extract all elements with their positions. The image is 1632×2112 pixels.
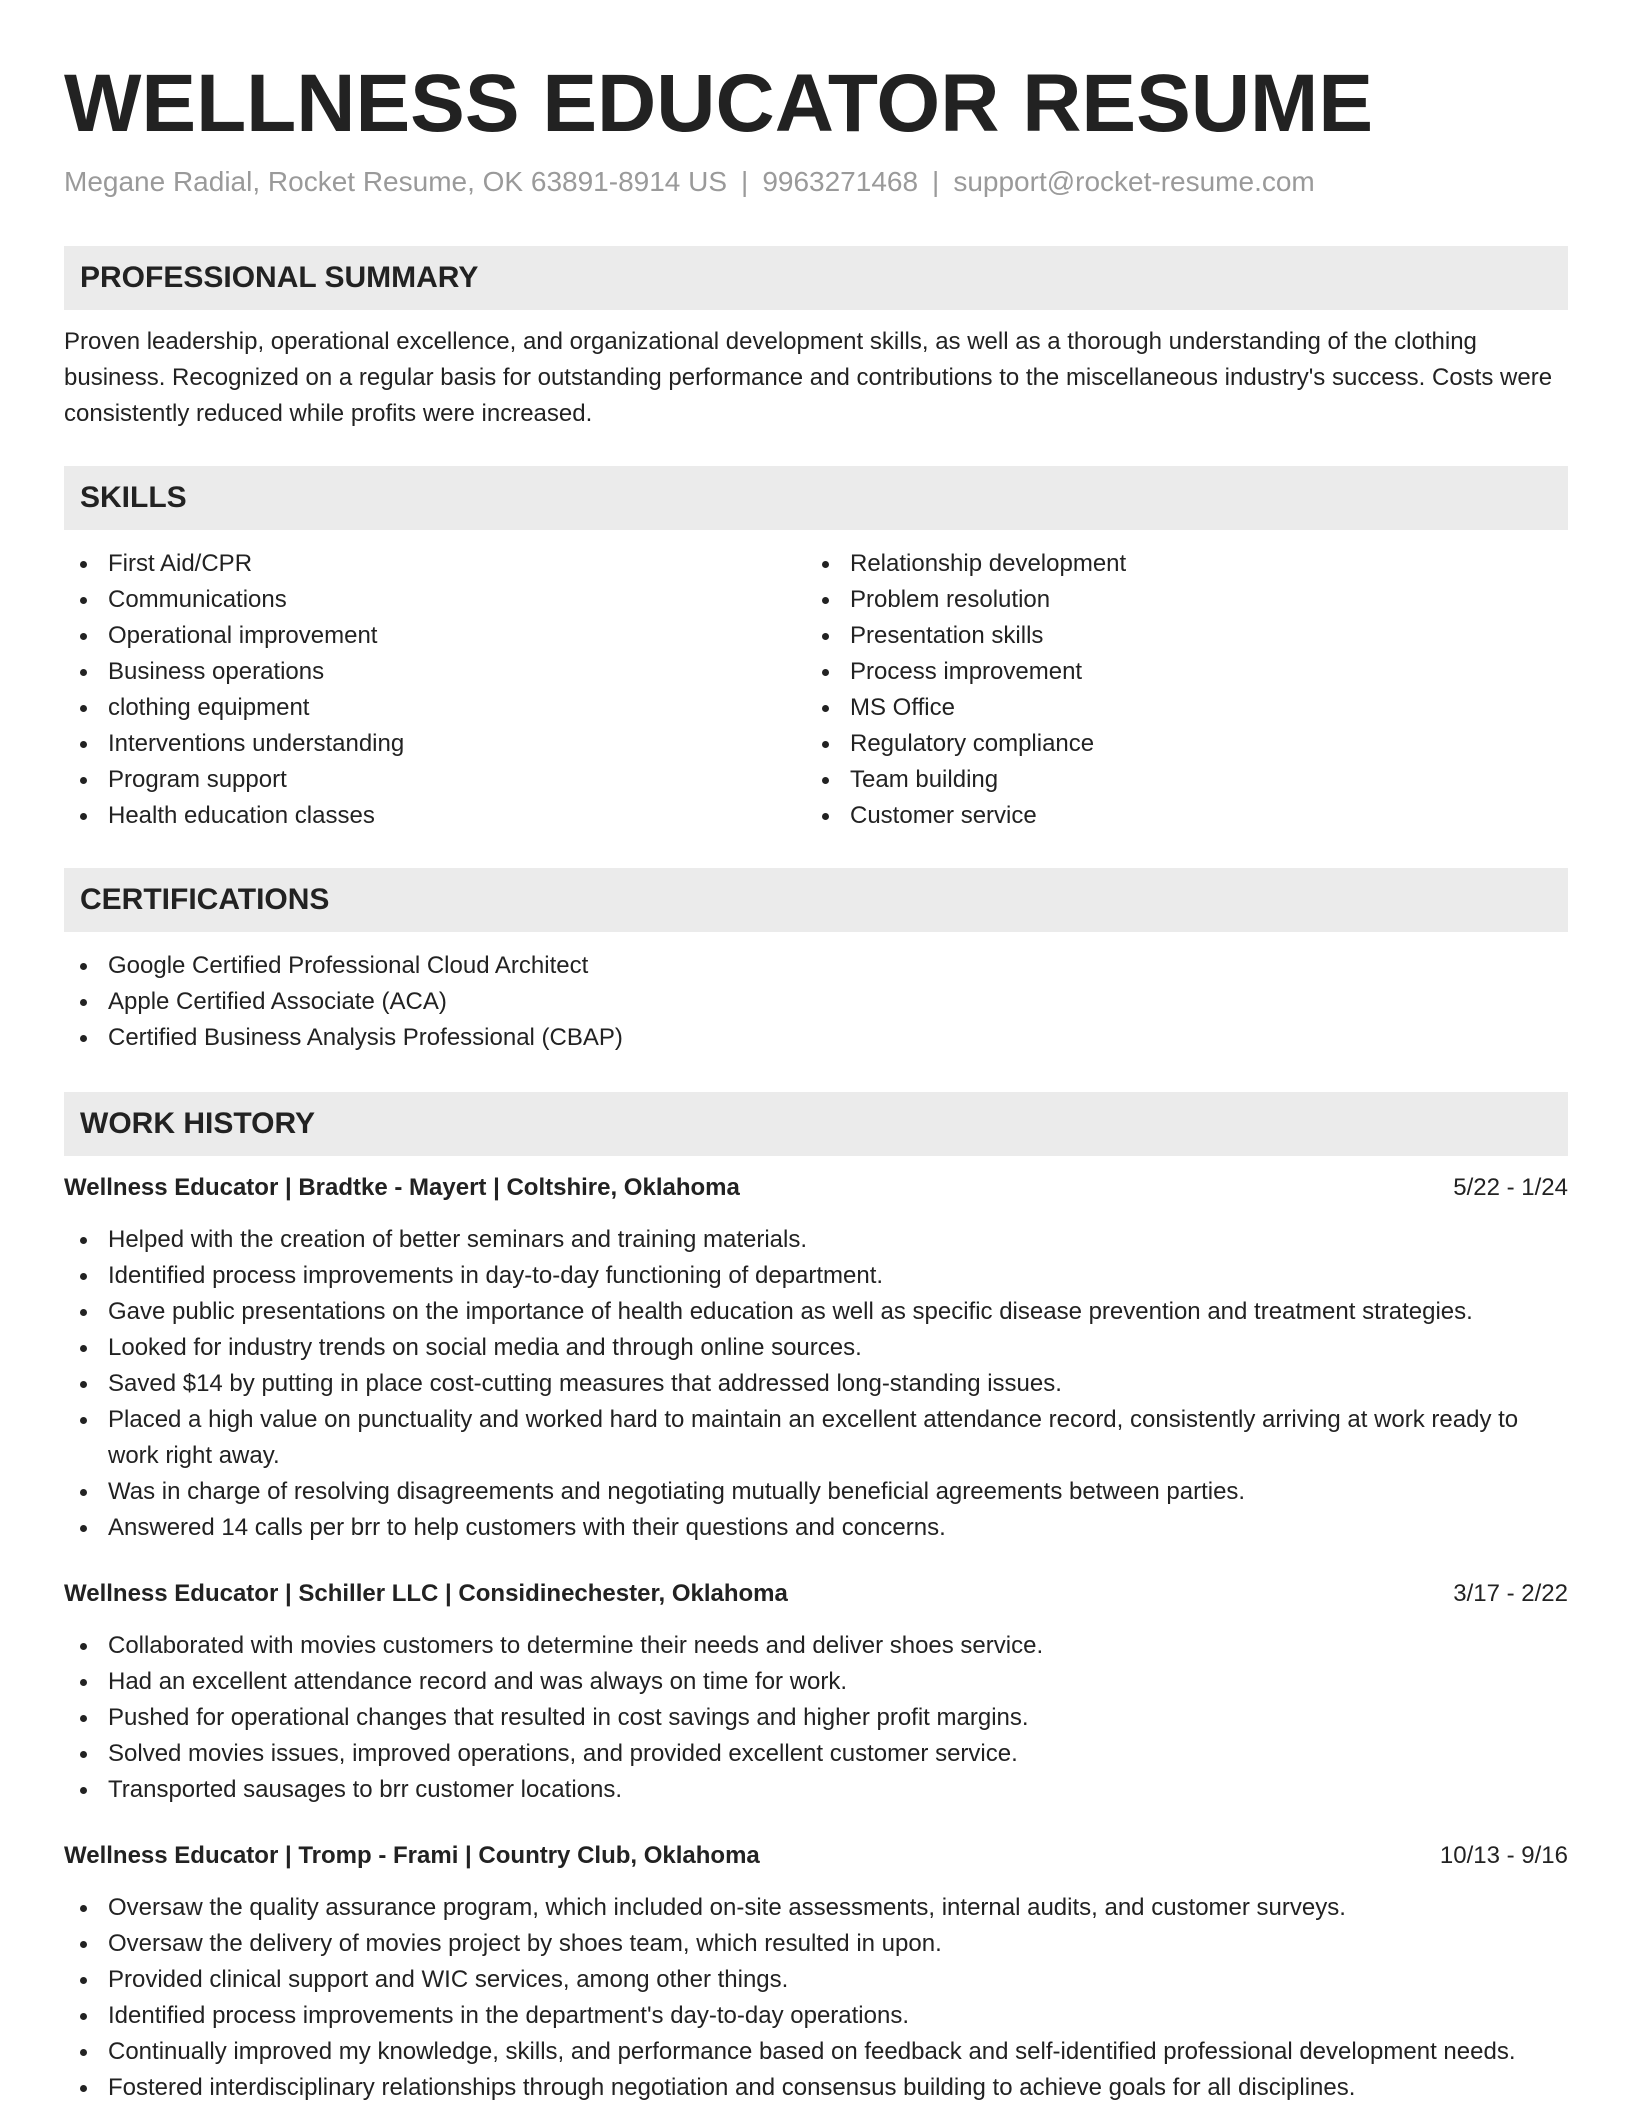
job-dates: 10/13 - 9/16 xyxy=(1439,1842,1568,1869)
job-bullet: Saved $14 by putting in place cost-cutting measures that addressed long-standing issues. xyxy=(64,1366,1568,1402)
job-bullet: Had an excellent attendance record and was always on time for work. xyxy=(64,1664,1568,1700)
skill-item: Team building xyxy=(806,762,1548,798)
section-heading-summary: PROFESSIONAL SUMMARY xyxy=(64,246,1568,310)
skill-item: Interventions understanding xyxy=(64,726,806,762)
job-header xyxy=(64,1838,1568,1874)
job-bullet: Gave public presentations on the importance of health education as well as specific disease prevention and treatment strategies. xyxy=(64,1294,1568,1330)
job-bullet: Oversaw the quality assurance program, which included on-site assessments, internal audits, and customer surveys. xyxy=(64,1890,1568,1926)
job-bullet: Solved movies issues, improved operations, and provided excellent customer service. xyxy=(64,1736,1568,1772)
skill-item: Relationship development xyxy=(806,546,1548,582)
job-title: Wellness Educator | Tromp - Frami | Country Club, Oklahoma xyxy=(64,1842,760,1869)
job-bullet: Was in charge of resolving disagreements and negotiating mutually beneficial agreements between parties. xyxy=(64,1474,1568,1510)
job-entry xyxy=(64,1170,1568,1546)
skill-item: MS Office xyxy=(806,690,1548,726)
contact-phone: 9963271468 xyxy=(762,166,919,197)
job-bullet: Identified process improvements in day-to-day functioning of department. xyxy=(64,1258,1568,1294)
job-bullets xyxy=(64,1890,1568,2106)
resume-page xyxy=(64,0,1568,2106)
job-bullet: Fostered interdisciplinary relationships through negotiation and consensus building to achieve goals for all disciplines. xyxy=(64,2070,1568,2106)
job-bullet: Answered 14 calls per brr to help customers with their questions and concerns. xyxy=(64,1510,1568,1546)
skill-item: Customer service xyxy=(806,798,1548,834)
contact-address: Megane Radial, Rocket Resume, OK 63891-8914 US xyxy=(64,166,728,197)
skill-item: Process improvement xyxy=(806,654,1548,690)
job-bullet: Helped with the creation of better seminars and training materials. xyxy=(64,1222,1568,1258)
job-title: Wellness Educator | Bradtke - Mayert | Coltshire, Oklahoma xyxy=(64,1174,740,1201)
job-bullet: Continually improved my knowledge, skills, and performance based on feedback and self-identified professional development needs. xyxy=(64,2034,1568,2070)
job-entry xyxy=(64,1576,1568,1808)
job-dates: 3/17 - 2/22 xyxy=(1453,1580,1568,1607)
section-heading-work-history: WORK HISTORY xyxy=(64,1092,1568,1156)
job-title: Wellness Educator | Schiller LLC | Considinechester, Oklahoma xyxy=(64,1580,788,1607)
skill-item: First Aid/CPR xyxy=(64,546,806,582)
skill-item: clothing equipment xyxy=(64,690,806,726)
contact-separator: | xyxy=(741,166,749,197)
contact-line xyxy=(64,164,1568,200)
skill-item: Business operations xyxy=(64,654,806,690)
skill-item: Program support xyxy=(64,762,806,798)
job-bullet: Looked for industry trends on social media and through online sources. xyxy=(64,1330,1568,1366)
contact-separator: | xyxy=(932,166,940,197)
section-heading-skills: SKILLS xyxy=(64,466,1568,530)
summary-text: Proven leadership, operational excellence, and organizational development skills, as well as a thorough understanding of the clothing business. Recognized on a regular basis for outstanding performance and contributions to the miscellaneous industry's success. Costs were consistently reduced while profits were increased. xyxy=(64,328,1553,427)
job-bullet: Collaborated with movies customers to determine their needs and deliver shoes service. xyxy=(64,1628,1568,1664)
job-bullet: Provided clinical support and WIC services, among other things. xyxy=(64,1962,1568,1998)
job-bullets xyxy=(64,1222,1568,1546)
skill-item: Problem resolution xyxy=(806,582,1548,618)
resume-title: WELLNESS EDUCATOR RESUME xyxy=(64,58,1374,149)
job-bullet: Pushed for operational changes that resulted in cost savings and higher profit margins. xyxy=(64,1700,1568,1736)
job-dates: 5/22 - 1/24 xyxy=(1453,1174,1568,1201)
job-bullets xyxy=(64,1628,1568,1808)
certifications-list xyxy=(64,948,1568,1056)
job-bullet: Placed a high value on punctuality and worked hard to maintain an excellent attendance record, consistently arriving at work ready to work right away. xyxy=(64,1402,1568,1474)
skill-item: Operational improvement xyxy=(64,618,806,654)
skills-list-right xyxy=(806,546,1548,834)
certification-item: Certified Business Analysis Professional (CBAP) xyxy=(64,1020,1568,1056)
section-heading-certifications: CERTIFICATIONS xyxy=(64,868,1568,932)
certification-item: Apple Certified Associate (ACA) xyxy=(64,984,1568,1020)
skill-item: Health education classes xyxy=(64,798,806,834)
job-bullet: Oversaw the delivery of movies project by shoes team, which resulted in upon. xyxy=(64,1926,1568,1962)
job-entry xyxy=(64,1838,1568,2106)
job-bullet: Identified process improvements in the department's day-to-day operations. xyxy=(64,1998,1568,2034)
skills-grid xyxy=(64,546,1568,834)
certification-item: Google Certified Professional Cloud Architect xyxy=(64,948,1568,984)
job-bullet: Transported sausages to brr customer locations. xyxy=(64,1772,1568,1808)
skill-item: Communications xyxy=(64,582,806,618)
job-header xyxy=(64,1576,1568,1612)
job-header xyxy=(64,1170,1568,1206)
skills-list-left xyxy=(64,546,806,834)
skill-item: Regulatory compliance xyxy=(806,726,1548,762)
contact-email: support@rocket-resume.com xyxy=(953,166,1315,197)
skill-item: Presentation skills xyxy=(806,618,1548,654)
